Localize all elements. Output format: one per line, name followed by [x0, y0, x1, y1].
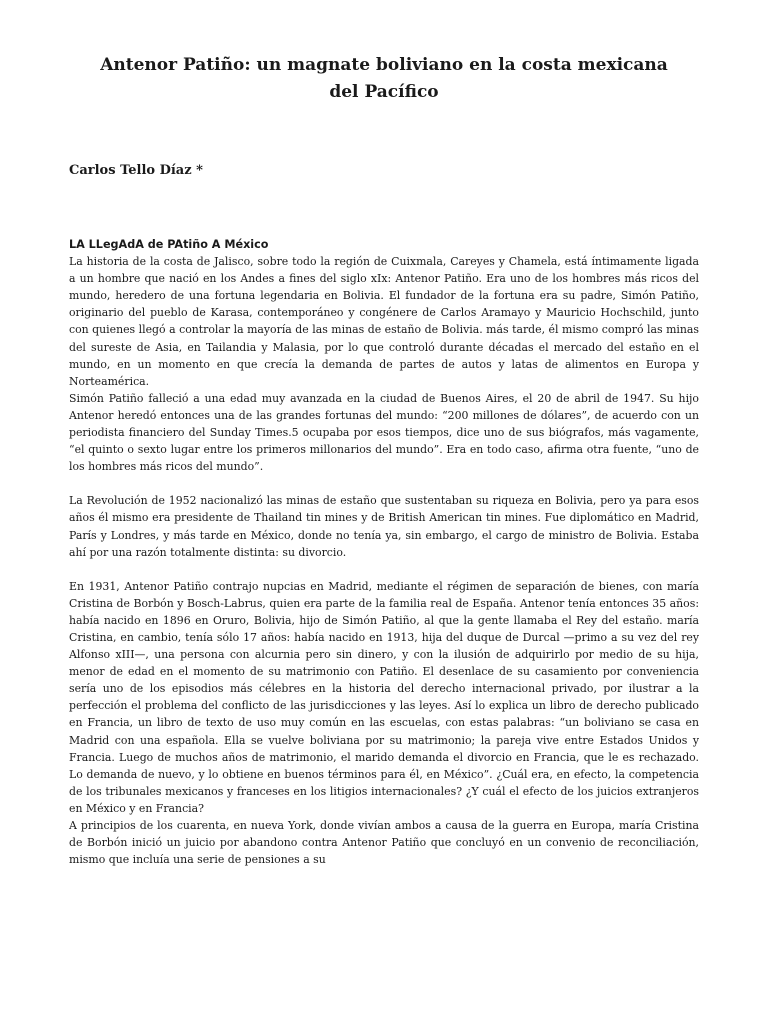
document-title: Antenor Patiño: un magnate boliviano en la costa mexicana del Pacífico	[100, 55, 668, 102]
section-heading: LA LLegAdA de PAtiño A México	[69, 238, 269, 251]
paragraph-1: La historia de la costa de Jalisco, sobre todo la región de Cuixmala, Careyes y Chamela, está íntimamente ligada a un hombre que nació en los Andes a fines del siglo xIx: Antenor Patiño. Era uno de los hombres más ricos del mundo, heredero de una fortuna legendaria en Bolivia. El fundador de la fortuna era su padre, Simón Patiño, originario del pueblo de Karasa, contemporáneo y congénere de Carlos Aramayo y Mauricio Hochschild, junto con quienes llegó a controlar la mayoría de las minas de estaño de Bolivia. más tarde, él mismo compró las minas del sureste de Asia, en Tailandia y Malasia, por lo que controló durante décadas el mercado del estaño en el mundo, en un momento en que crecía la demanda de partes de autos y latas de alimentos en Europa y Norteamérica.	[69, 255, 699, 388]
article-body	[69, 236, 699, 868]
paragraph-3: La Revolución de 1952 nacionalizó las minas de estaño que sustentaban su riqueza en Bolivia, pero ya para esos años él mismo era presidente de Thailand tin mines y de British American tin mines. Fue diplomático en Madrid, París y Londres, y más tarde en México, donde no tenía ya, sin embargo, el cargo de ministro de Bolivia. Estaba ahí por una razón totalmente distinta: su divorcio.	[69, 494, 699, 559]
paragraph-5: A principios de los cuarenta, en nueva York, donde vivían ambos a causa de la guerra en Europa, maría Cristina de Borbón inició un juicio por abandono contra Antenor Patiño que concluyó en un convenio de reconciliación, mismo que incluía una serie de pensiones a su	[69, 819, 699, 867]
paragraph-4: En 1931, Antenor Patiño contrajo nupcias en Madrid, mediante el régimen de separación de bienes, con maría Cristina de Borbón y Bosch-Labrus, quien era parte de la familia real de España. Antenor tenía entonces 35 años: había nacido en 1896 en Oruro, Bolivia, hijo de Simón Patiño, al que la gente llamaba el Rey del estaño. maría Cristina, en cambio, tenía sólo 17 años: había nacido en 1913, hija del duque de Durcal —primo a su vez del rey Alfonso xIII—, una persona con alcurnia pero sin dinero, y con la ilusión de adquirirlo por medio de su hija, menor de edad en el momento de su matrimonio con Patiño. El desenlace de su casamiento por conveniencia sería uno de los episodios más célebres en la historia del derecho internacional privado, por ilustrar a la perfección el problema del conflicto de las jurisdicciones y las leyes. Así lo explica un libro de derecho publicado en Francia, un libro de texto de uso muy común en las escuelas, con estas palabras: “un boliviano se casa en Madrid con una española. Ella se vuelve boliviana por su matrimonio; la pareja vive entre Estados Unidos y Francia. Luego de muchos años de matrimonio, el marido demanda el divorcio en Francia, que le es rechazado. Lo demanda de nuevo, y lo obtiene en buenos términos para él, en México”. ¿Cuál era, en efecto, la competencia de los tribunales mexicanos y franceses en los litigios internacionales? ¿Y cuál el efecto de los juicios extranjeros en México y en Francia?	[69, 579, 699, 815]
paragraph-2: Simón Patiño falleció a una edad muy avanzada en la ciudad de Buenos Aires, el 20 de abril de 1947. Su hijo Antenor heredó entonces una de las grandes fortunas del mundo: “200 millones de dólares”, de acuerdo con un periodista financiero del Sunday Times.5 ocupaba por esos tiempos, dice uno de sus biógrafos, más vagamente, “el quinto o sexto lugar entre los primeros millonarios del mundo”. Era en todo caso, afirma otra fuente, “uno de los hombres más ricos del mundo”.	[69, 391, 699, 474]
author-name: Carlos Tello Díaz *	[69, 163, 203, 178]
